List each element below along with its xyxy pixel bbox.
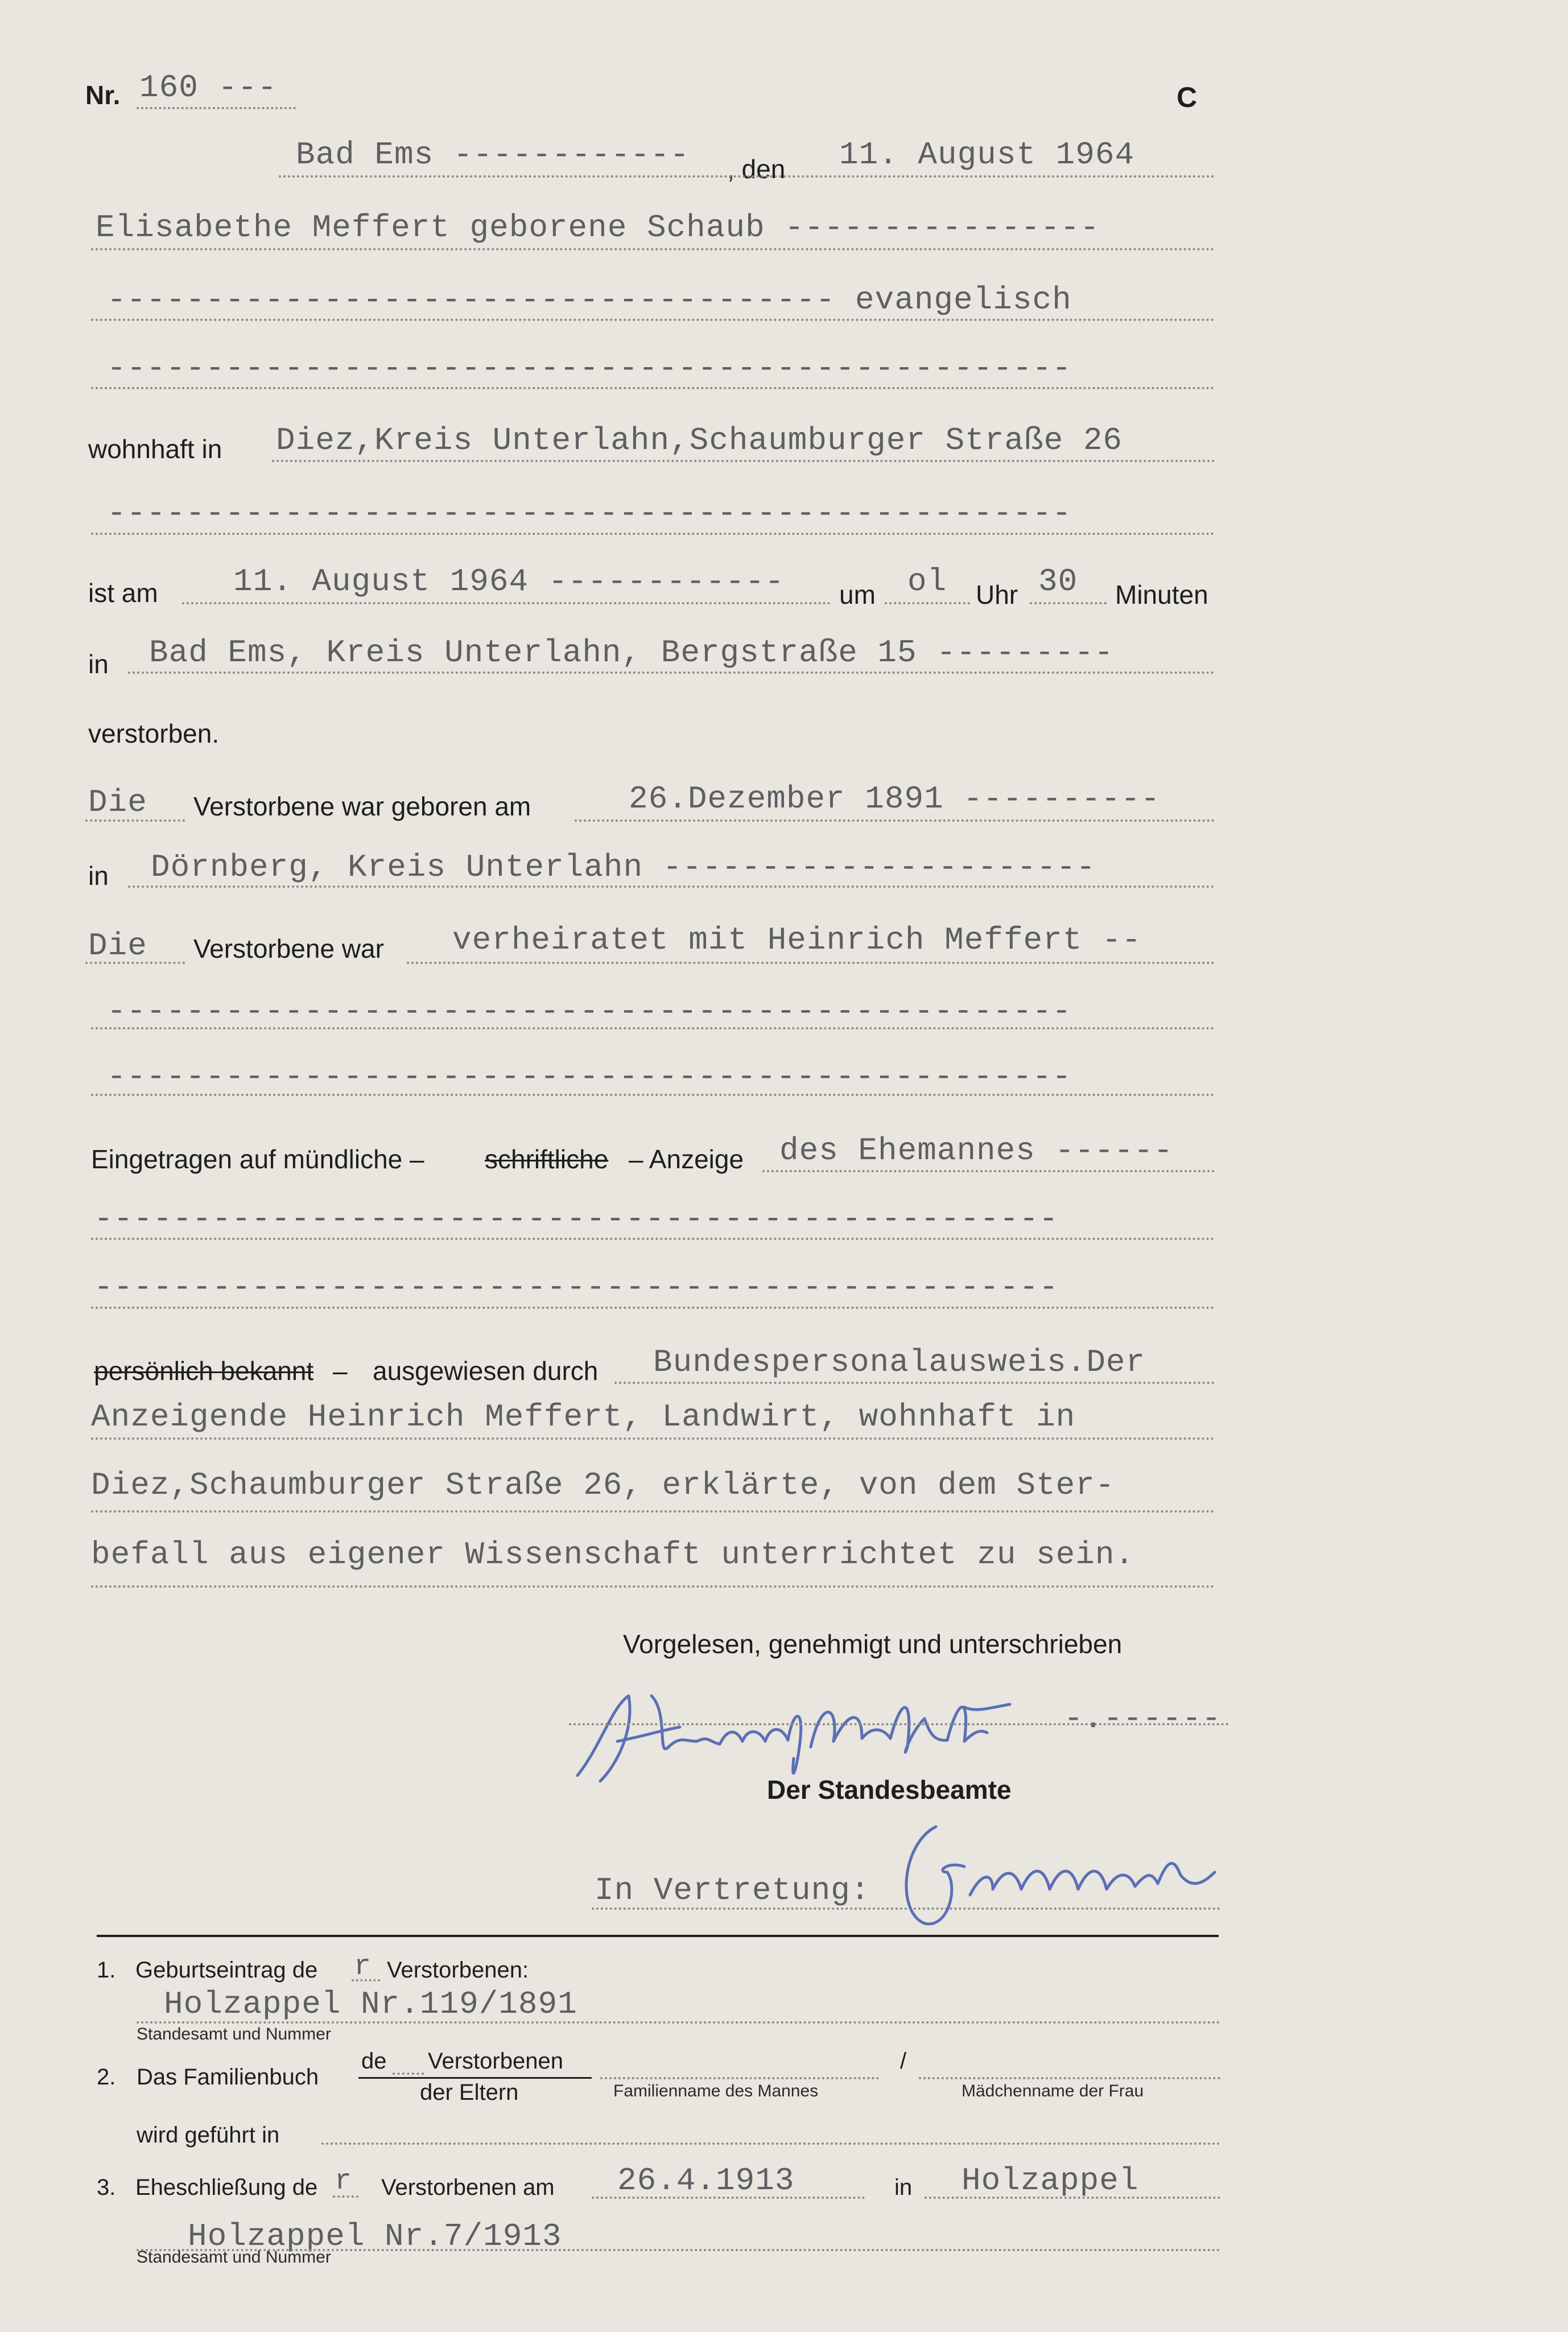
item3-place: Holzappel xyxy=(962,2162,1139,2199)
religion-dotline xyxy=(91,319,1215,321)
identification-value: Bundespersonalausweis.Der xyxy=(653,1344,1146,1381)
item3-in-label: in xyxy=(894,2175,913,2200)
report-dotline xyxy=(762,1170,1215,1172)
identification-struck: persönlich bekannt xyxy=(94,1356,314,1386)
identification-line-2: Anzeigende Heinrich Meffert, Landwirt, wohnhaft in xyxy=(91,1399,1076,1435)
item1-label-a: Geburtseintrag de xyxy=(135,1958,318,1983)
birth-article: Die xyxy=(88,784,147,821)
dash-line-1-dotline xyxy=(91,387,1215,389)
item2-kept-dotline xyxy=(321,2143,1220,2145)
uhr-label: Uhr xyxy=(976,580,1018,609)
report-label-2: – Anzeige xyxy=(629,1144,744,1174)
item1-suffix: r xyxy=(354,1951,372,1983)
item2-man-dotline xyxy=(600,2077,879,2079)
residence-label: wohnhaft in xyxy=(88,434,222,464)
read-approved-label: Vorgelesen, genehmigt und unterschrieben xyxy=(623,1629,1123,1659)
signature-dotline xyxy=(569,1723,1229,1725)
item2-caption-man: Familienname des Mannes xyxy=(613,2082,819,2100)
item1-number: 1. xyxy=(97,1958,116,1983)
marital-article: Die xyxy=(88,928,147,964)
item3-value: Holzappel Nr.7/1913 xyxy=(188,2218,562,2255)
item2-number: 2. xyxy=(97,2065,116,2090)
residence-value: Diez,Kreis Unterlahn,Schaumburger Straße 26 xyxy=(276,422,1123,459)
birth-place-dotline xyxy=(128,885,1215,888)
item2-caption-woman: Mädchenname der Frau xyxy=(962,2082,1144,2100)
death-date: 11. August 1964 ------------ xyxy=(233,563,785,600)
marital-article-dotline xyxy=(85,962,185,964)
death-hour: ol xyxy=(907,563,947,600)
marital-dashes-1: ------------------------------------------------- xyxy=(107,993,1072,1029)
nr-value: 160 --- xyxy=(139,69,278,106)
item3-number: 3. xyxy=(97,2175,116,2200)
report-dashes-2: ------------------------------------------------- xyxy=(94,1269,1059,1305)
death-minute: 30 xyxy=(1038,563,1078,600)
death-place-label: in xyxy=(88,649,109,679)
identification-line-4: befall aus eigener Wissenschaft unterrichtet zu sein. xyxy=(91,1536,1135,1573)
item1-suffix-dotline xyxy=(352,1979,380,1981)
identification-dotline xyxy=(614,1382,1215,1384)
death-date-label: ist am xyxy=(88,578,158,608)
signature-dashes: -.------ xyxy=(1064,1700,1222,1737)
identification-label: ausgewiesen durch xyxy=(373,1356,599,1386)
dash-line-1: ------------------------------------------------- xyxy=(107,350,1072,386)
birth-place: Dörnberg, Kreis Unterlahn ---------------------- xyxy=(151,849,1096,885)
item2-fraction-rule xyxy=(358,2077,592,2079)
item3-date-dotline xyxy=(592,2197,865,2199)
residence-dotline xyxy=(272,460,1215,462)
birth-article-dotline xyxy=(85,819,185,822)
deceased-name: Elisabethe Meffert geborene Schaub ---------------- xyxy=(96,209,1100,246)
marital-dotline xyxy=(407,962,1215,964)
marital-value: verheiratet mit Heinrich Meffert -- xyxy=(452,922,1142,958)
report-value: des Ehemannes ------ xyxy=(779,1132,1174,1169)
report-dashes-1-dotline xyxy=(91,1238,1215,1240)
registrar-label: Der Standesbeamte xyxy=(767,1775,1012,1804)
item3-label-b: Verstorbenen am xyxy=(381,2175,555,2200)
item3-caption: Standesamt und Nummer xyxy=(137,2248,331,2267)
hour-dotline xyxy=(885,602,970,604)
identification-line-4-dotline xyxy=(91,1585,1215,1588)
date-separator: , den xyxy=(727,154,786,184)
marital-dashes-2: ------------------------------------------------- xyxy=(107,1058,1072,1095)
birth-place-label: in xyxy=(88,861,109,891)
item2-woman-dotline xyxy=(919,2077,1220,2079)
registry-date: 11. August 1964 xyxy=(839,137,1135,173)
report-dashes-2-dotline xyxy=(91,1307,1215,1309)
item3-suffix: r xyxy=(335,2165,353,2198)
place-date-dotline xyxy=(279,175,1215,178)
registrar-signature xyxy=(885,1810,1226,1935)
residence-dashes: ------------------------------------------------- xyxy=(107,495,1072,532)
form-letter: C xyxy=(1177,81,1198,113)
substitute-label: In Vertretung: xyxy=(595,1872,870,1909)
marital-dashes-2-dotline xyxy=(91,1094,1215,1096)
nr-dotline xyxy=(137,107,296,109)
identification-line-2-dotline xyxy=(91,1437,1215,1440)
item1-dotline xyxy=(137,2021,1220,2024)
footer-rule xyxy=(97,1935,1219,1937)
report-dashes-1: ------------------------------------------------- xyxy=(94,1201,1059,1237)
minute-dotline xyxy=(1030,602,1107,604)
identification-dash: – xyxy=(333,1356,348,1386)
item1-value: Holzappel Nr.119/1891 xyxy=(164,1986,577,2022)
registry-place: Bad Ems ------------ xyxy=(296,137,690,173)
birth-date: 26.Dezember 1891 ---------- xyxy=(629,781,1161,817)
item2-de: de xyxy=(361,2049,387,2074)
minuten-label: Minuten xyxy=(1115,580,1208,609)
um-label: um xyxy=(839,580,876,609)
item2-kept-label: wird geführt in xyxy=(137,2123,280,2148)
item3-suffix-dotline xyxy=(333,2195,358,2198)
religion: ------------------------------------- evangelisch xyxy=(107,282,1072,318)
item1-label-b: Verstorbenen: xyxy=(387,1958,529,1983)
identification-line-3: Diez,Schaumburger Straße 26, erklärte, von dem Ster- xyxy=(91,1467,1115,1503)
death-date-dotline xyxy=(182,602,831,604)
nr-label: Nr. xyxy=(85,80,121,110)
report-struck: schriftliche xyxy=(485,1144,609,1174)
report-label-1: Eingetragen auf mündliche – xyxy=(91,1144,424,1174)
birth-label: Verstorbene war geboren am xyxy=(193,792,531,821)
marital-label: Verstorbene war xyxy=(193,934,384,963)
identification-line-3-dotline xyxy=(91,1510,1215,1513)
item2-top: Verstorbenen xyxy=(428,2049,563,2074)
item2-de-dotline xyxy=(393,2073,424,2075)
item3-label-a: Eheschließung de xyxy=(135,2175,318,2200)
death-place-dotline xyxy=(128,671,1215,674)
item2-label: Das Familienbuch xyxy=(137,2065,319,2090)
residence-dashes-dotline xyxy=(91,533,1215,535)
item3-place-dotline xyxy=(925,2197,1220,2199)
verstorben-label: verstorben. xyxy=(88,719,220,748)
birth-date-dotline xyxy=(575,819,1215,822)
death-place: Bad Ems, Kreis Unterlahn, Bergstraße 15 --------- xyxy=(149,634,1114,671)
item3-date: 26.4.1913 xyxy=(617,2162,795,2199)
item1-caption: Standesamt und Nummer xyxy=(137,2025,331,2043)
item2-bottom: der Eltern xyxy=(420,2080,519,2105)
name-dotline xyxy=(91,248,1215,250)
marital-dashes-1-dotline xyxy=(91,1027,1215,1029)
item2-slash: / xyxy=(900,2049,907,2074)
